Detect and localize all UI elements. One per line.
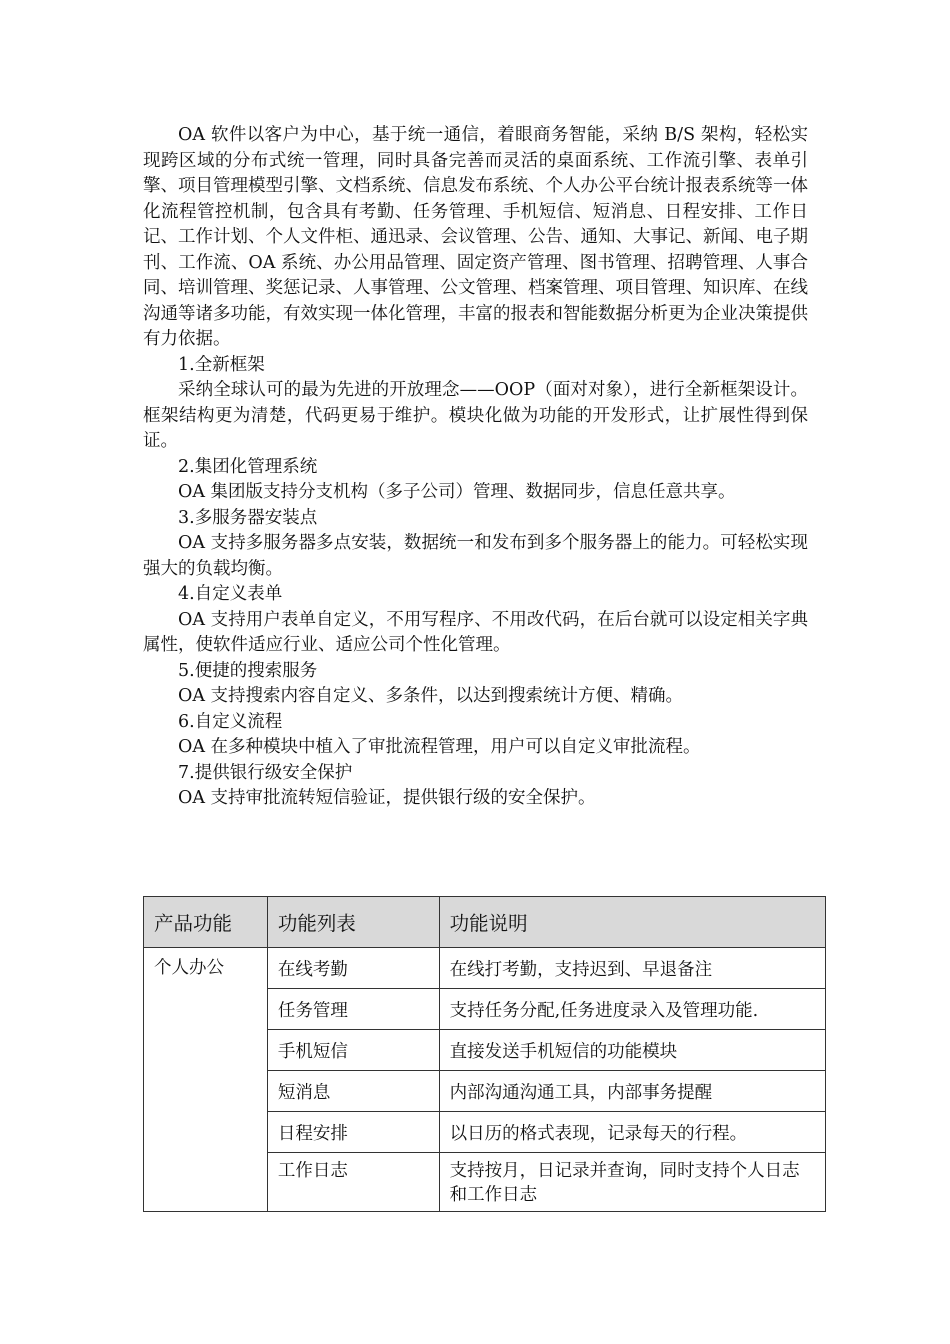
function-name-cell: 日程安排 (267, 1112, 439, 1153)
function-name-cell: 工作日志 (267, 1153, 439, 1212)
section-body: OA 支持搜索内容自定义、多条件，以达到搜索统计方便、精确。 (178, 686, 684, 706)
section-heading: 5.便捷的搜索服务 (178, 660, 318, 681)
section-heading: 6.自定义流程 (178, 711, 283, 732)
section-body: OA 支持用户表单自定义，不用写程序、不用改代码，在后台就可以设定相关字典属性，使软件适应行业、适应公司个性化管理。 (143, 609, 808, 655)
section-heading: 2.集团化管理系统 (178, 456, 318, 477)
section-body: OA 支持多服务器多点安装，数据统一和发布到多个服务器上的能力。可轻松实现强大的负载均衡。 (143, 533, 808, 579)
function-name-cell: 在线考勤 (267, 948, 439, 989)
function-table (143, 896, 826, 1212)
function-desc-cell: 在线打考勤，支持迟到、早退备注 (439, 948, 825, 989)
function-desc-cell: 直接发送手机短信的功能模块 (439, 1030, 825, 1071)
table-row (144, 948, 826, 989)
section-heading: 1.全新框架 (178, 354, 265, 375)
function-name-cell: 手机短信 (267, 1030, 439, 1071)
body-text (143, 123, 808, 812)
intro-paragraph: OA 软件以客户为中心，基于统一通信，着眼商务智能，采纳 B/S 架构，轻松实现跨区域的分布式统一管理，同时具备完善而灵活的桌面系统、工作流引擎、表单引擎、项目管理模型引擎、文档系统、信息发布系统、个人办公平台统计报表系统等一体化流程管控机制，包含具有考勤、任务管理、手机短信、短消息、日程安排、工作日记、工作计划、个人文件柜、通迅录、会议管理、公告、通知、大事记、新闻、电子期刊、工作流、OA 系统、办公用品管理、固定资产管理、图书管理、招聘管理、人事合同、培训管理、奖惩记录、人事管理、公文管理、档案管理、项目管理、知识库、在线沟通等诸多功能，有效实现一体化管理，丰富的报表和智能数据分析更为企业决策提供有力依据。 (143, 125, 808, 349)
function-desc-cell: 支持任务分配,任务进度录入及管理功能. (439, 989, 825, 1030)
header-function-description: 功能说明 (439, 897, 825, 948)
function-desc-cell: 支持按月，日记录并查询，同时支持个人日志和工作日志 (439, 1153, 825, 1212)
function-desc-cell: 内部沟通沟通工具，内部事务提醒 (439, 1071, 825, 1112)
header-product-function: 产品功能 (144, 897, 268, 948)
category-cell: 个人办公 (144, 948, 268, 1212)
section-heading: 3.多服务器安装点 (178, 507, 318, 528)
section-body: OA 支持审批流转短信验证，提供银行级的安全保护。 (178, 788, 596, 808)
function-name-cell: 短消息 (267, 1071, 439, 1112)
section-body: OA 集团版支持分支机构（多子公司）管理、数据同步，信息任意共享。 (178, 482, 736, 502)
table-header-row (144, 897, 826, 948)
section-heading: 7.提供银行级安全保护 (178, 762, 353, 783)
function-name-cell: 任务管理 (267, 989, 439, 1030)
function-desc-cell: 以日历的格式表现，记录每天的行程。 (439, 1112, 825, 1153)
section-body: 采纳全球认可的最为先进的开放理念——OOP（面对对象），进行全新框架设计。框架结构更为清楚，代码更易于维护。模块化做为功能的开发形式，让扩展性得到保证。 (143, 380, 808, 451)
section-body: OA 在多种模块中植入了审批流程管理，用户可以自定义审批流程。 (178, 737, 701, 757)
section-heading: 4.自定义表单 (178, 584, 283, 604)
header-function-list: 功能列表 (267, 897, 439, 948)
